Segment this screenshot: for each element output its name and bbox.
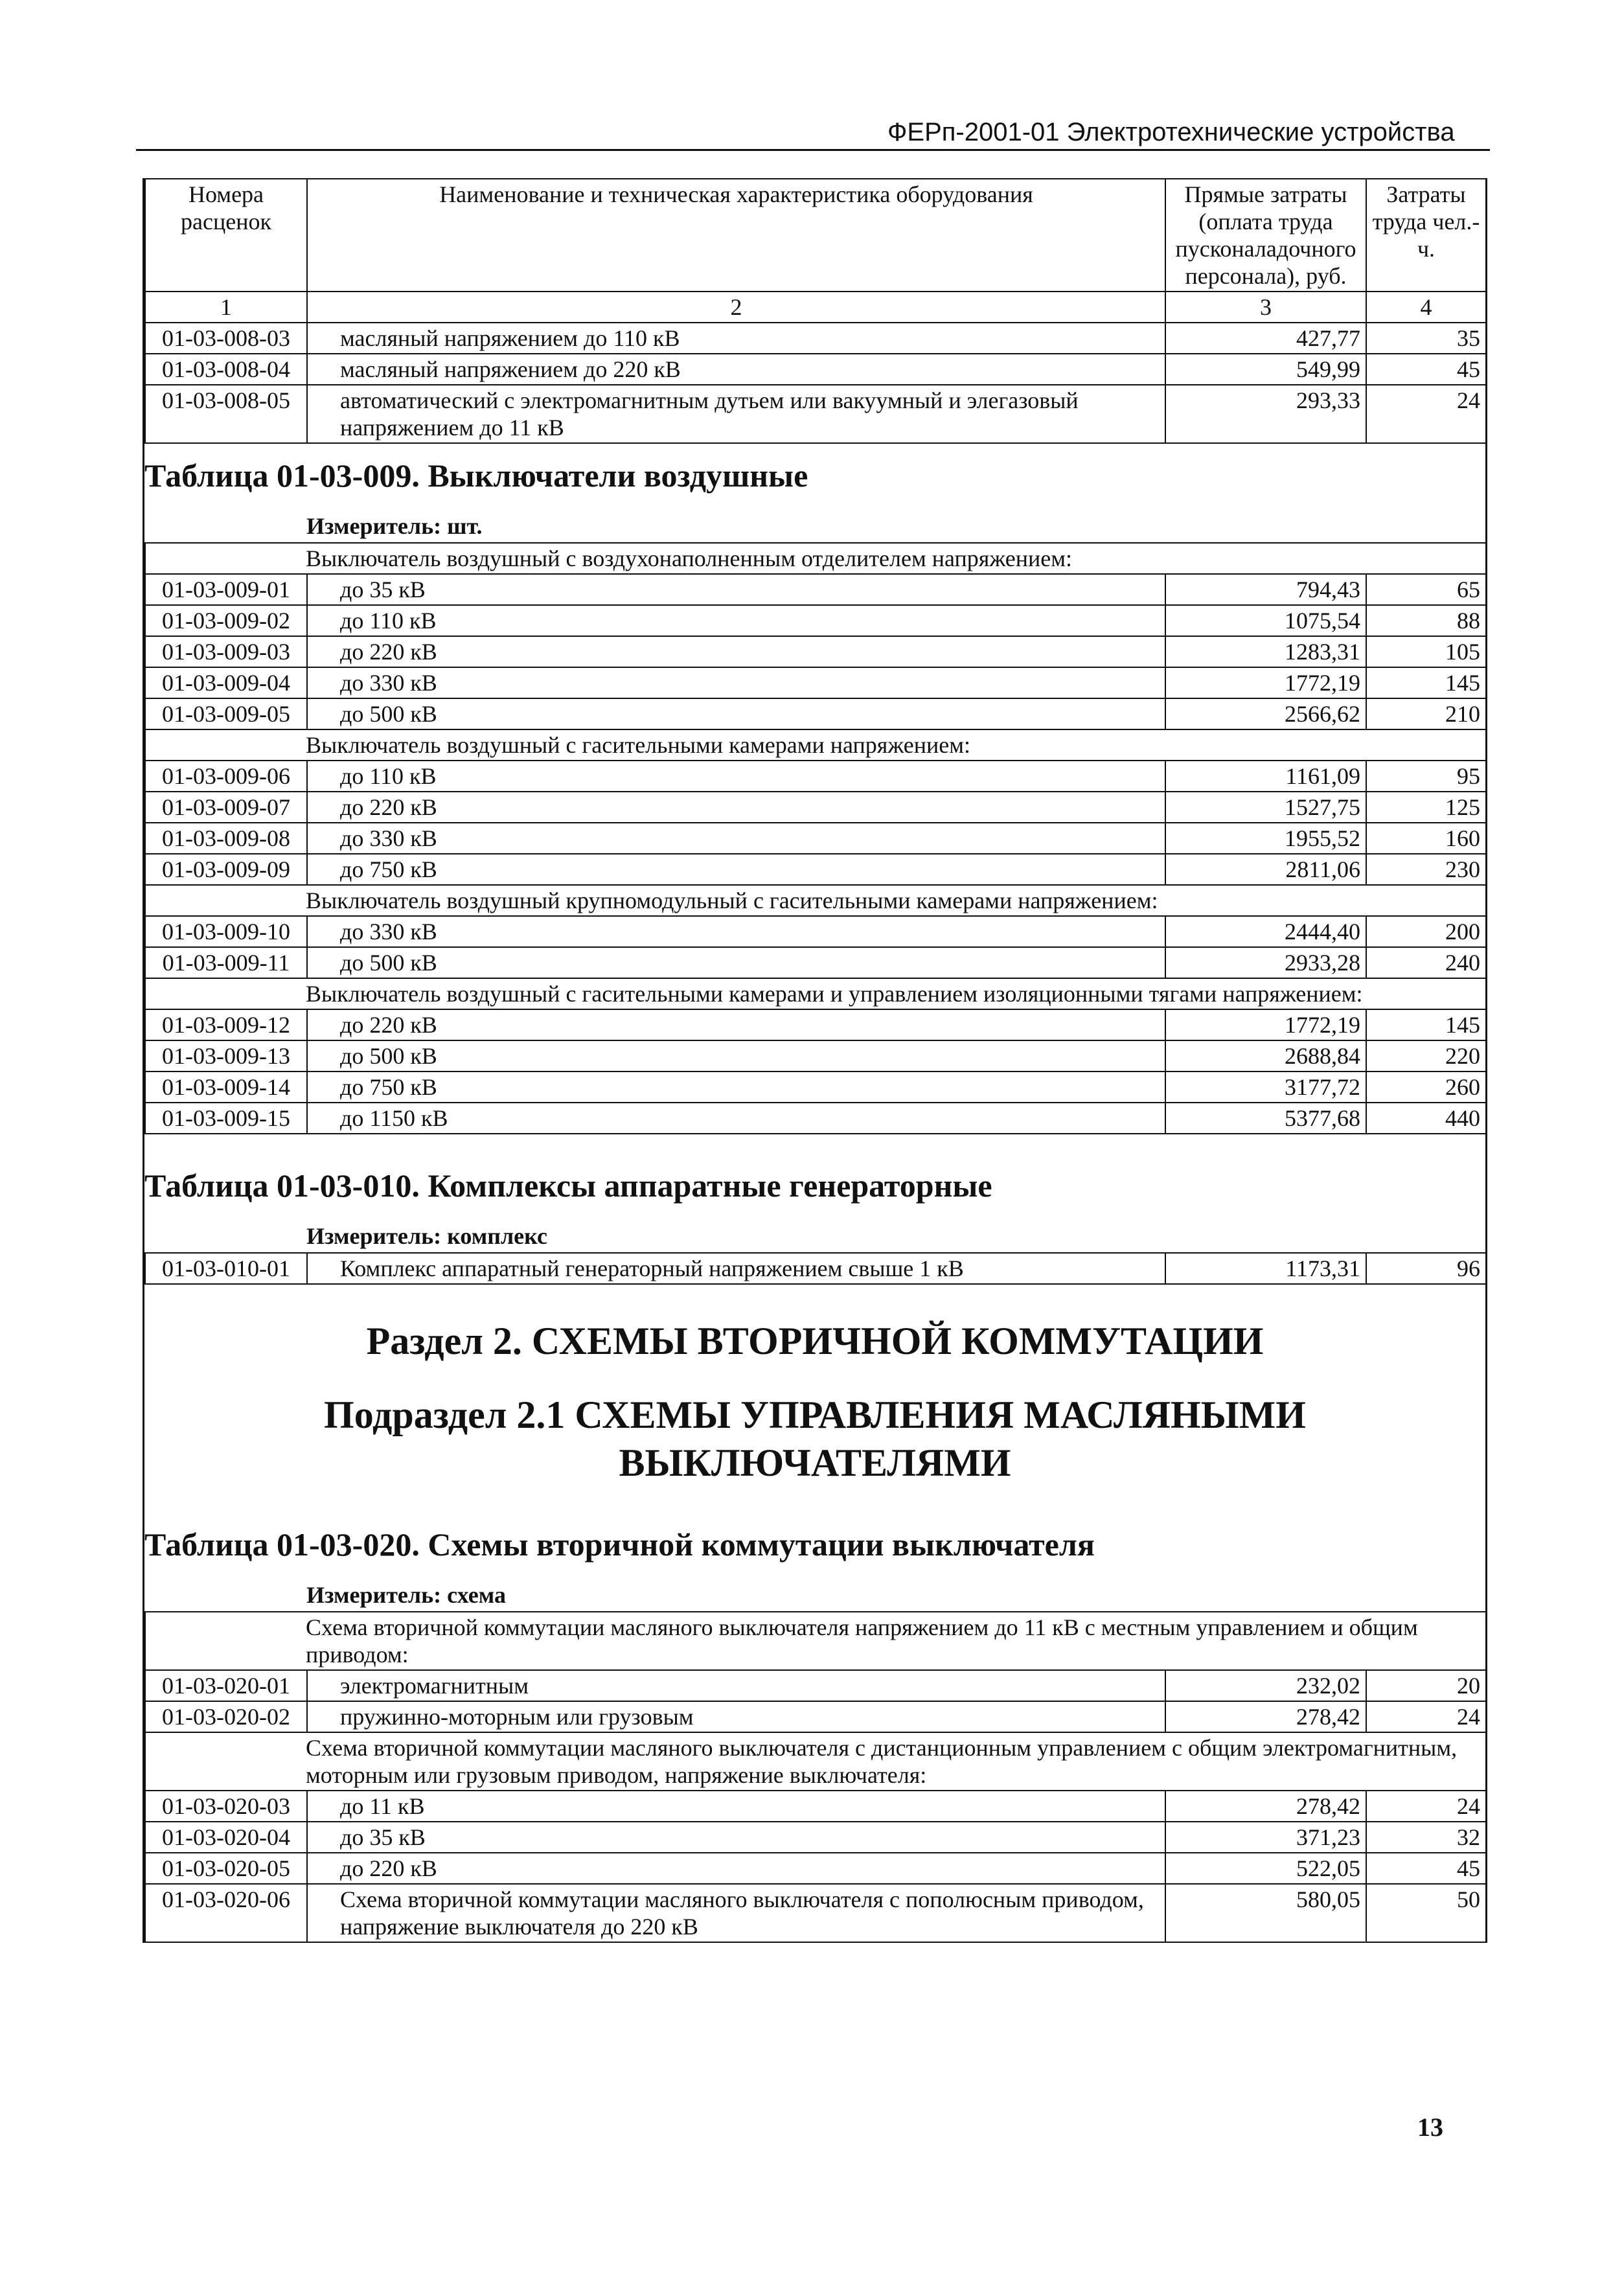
rate-name: до 750 кВ (307, 854, 1165, 885)
rate-name: до 35 кВ (307, 1822, 1165, 1853)
table-row (145, 1253, 1486, 1284)
rate-labor: 32 (1366, 1822, 1486, 1853)
group-row (145, 978, 1486, 1009)
rate-labor: 24 (1366, 1791, 1486, 1822)
rate-code: 01-03-009-01 (145, 574, 307, 605)
rate-labor: 125 (1366, 792, 1486, 823)
rate-code: 01-03-009-06 (145, 761, 307, 792)
rate-code: 01-03-009-11 (145, 947, 307, 978)
group-label: Выключатель воздушный крупномодульный с гасительными камерами напряжением: (145, 885, 1486, 916)
column-index-row (145, 292, 1486, 323)
group-020-1 (145, 1732, 1486, 1884)
table-row (145, 667, 1486, 698)
section-title: Раздел 2. СХЕМЫ ВТОРИЧНОЙ КОММУТАЦИИ (366, 1320, 1264, 1362)
subsection-title-line1: Подраздел 2.1 СХЕМЫ УПРАВЛЕНИЯ МАСЛЯНЫМИ (324, 1393, 1306, 1436)
table-header-row (145, 179, 1486, 292)
rate-name: до 220 кВ (307, 1853, 1165, 1884)
header-rule (136, 149, 1490, 151)
rate-labor: 260 (1366, 1072, 1486, 1103)
rate-labor: 210 (1366, 698, 1486, 729)
rate-cost: 2444,40 (1165, 916, 1366, 947)
rate-cost: 3177,72 (1165, 1072, 1366, 1103)
rate-cost: 2566,62 (1165, 698, 1366, 729)
col-index: 2 (307, 292, 1165, 323)
rate-name: до 110 кВ (307, 605, 1165, 636)
table-row (145, 761, 1486, 792)
rate-code: 01-03-009-05 (145, 698, 307, 729)
rate-labor: 45 (1366, 354, 1486, 385)
rate-labor: 160 (1366, 823, 1486, 854)
table-row (145, 605, 1486, 636)
rate-code: 01-03-009-10 (145, 916, 307, 947)
rate-code: 01-03-009-14 (145, 1072, 307, 1103)
rate-name: до 110 кВ (307, 761, 1165, 792)
rate-cost: 522,05 (1165, 1853, 1366, 1884)
rate-name: до 750 кВ (307, 1072, 1165, 1103)
group-row (145, 729, 1486, 761)
rate-labor: 440 (1366, 1103, 1486, 1134)
rate-labor: 230 (1366, 854, 1486, 885)
table-row (145, 916, 1486, 947)
rate-name: до 220 кВ (307, 636, 1165, 667)
rate-code: 01-03-009-12 (145, 1009, 307, 1040)
col-header-code: Номера расценок (145, 179, 307, 292)
col-index: 1 (145, 292, 307, 323)
rate-name: до 220 кВ (307, 792, 1165, 823)
rate-name: до 1150 кВ (307, 1103, 1165, 1134)
group-row (145, 1612, 1486, 1670)
rate-cost: 1527,75 (1165, 792, 1366, 823)
rate-code: 01-03-009-03 (145, 636, 307, 667)
rate-labor: 200 (1366, 916, 1486, 947)
rate-code: 01-03-010-01 (145, 1253, 307, 1284)
rate-code: 01-03-008-04 (145, 354, 307, 385)
rate-code: 01-03-009-08 (145, 823, 307, 854)
measure-009: Измеритель: шт. (306, 513, 483, 539)
rate-labor: 20 (1366, 1670, 1486, 1701)
group-label: Выключатель воздушный с гасительными камерами напряжением: (145, 729, 1486, 761)
rate-name: Комплекс аппаратный генераторный напряжением свыше 1 кВ (307, 1253, 1165, 1284)
rate-code: 01-03-009-09 (145, 854, 307, 885)
page-number: 13 (1417, 2113, 1443, 2142)
document-frame (143, 178, 1487, 1943)
table-row (145, 698, 1486, 729)
rate-labor: 35 (1366, 323, 1486, 354)
rate-labor: 24 (1366, 1701, 1486, 1732)
table-row (145, 792, 1486, 823)
rate-name: до 11 кВ (307, 1791, 1165, 1822)
table-row (145, 1040, 1486, 1072)
group-009-1 (145, 729, 1486, 885)
rate-name: до 500 кВ (307, 947, 1165, 978)
table-row (145, 854, 1486, 885)
rate-cost: 2933,28 (1165, 947, 1366, 978)
table-row (145, 1072, 1486, 1103)
table-title-010: Таблица 01-03-010. Комплексы аппаратные генераторные (144, 1167, 992, 1204)
rate-cost: 427,77 (1165, 323, 1366, 354)
table-row (145, 1670, 1486, 1701)
rate-name: до 500 кВ (307, 698, 1165, 729)
rate-code: 01-03-009-15 (145, 1103, 307, 1134)
table-row (145, 1853, 1486, 1884)
group-label: Схема вторичной коммутации масляного выключателя с дистанционным управлением с общим электромагнитным, моторным или грузовым приводом, напряжение выключателя: (145, 1732, 1486, 1791)
rate-labor: 95 (1366, 761, 1486, 792)
rate-cost: 1161,09 (1165, 761, 1366, 792)
table-row (145, 947, 1486, 978)
table-row (145, 823, 1486, 854)
col-header-labor: Затраты труда чел.-ч. (1366, 179, 1486, 292)
rate-code: 01-03-020-01 (145, 1670, 307, 1701)
table-row (145, 1701, 1486, 1732)
table-row (145, 1791, 1486, 1822)
rate-name: масляный напряжением до 220 кВ (307, 354, 1165, 385)
rate-cost: 1283,31 (1165, 636, 1366, 667)
table-row (145, 1103, 1486, 1134)
col-index: 3 (1165, 292, 1366, 323)
table-row (145, 1884, 1486, 1942)
rate-name: пружинно-моторным или грузовым (307, 1701, 1165, 1732)
rate-name: до 220 кВ (307, 1009, 1165, 1040)
rate-code: 01-03-020-06 (145, 1884, 307, 1942)
rate-code: 01-03-020-05 (145, 1853, 307, 1884)
group-009-0 (145, 543, 1486, 729)
table-row (145, 354, 1486, 385)
rate-name: до 35 кВ (307, 574, 1165, 605)
table-row (145, 323, 1486, 354)
rate-cost: 1955,52 (1165, 823, 1366, 854)
rate-cost: 232,02 (1165, 1670, 1366, 1701)
group-row (145, 543, 1486, 574)
rate-name: масляный напряжением до 110 кВ (307, 323, 1165, 354)
rate-name: автоматический с электромагнитным дутьем или вакуумный и элегазовый напряжением до 11 кВ (307, 385, 1165, 443)
table-010 (144, 1252, 1487, 1285)
rate-name: до 330 кВ (307, 916, 1165, 947)
rate-code: 01-03-009-02 (145, 605, 307, 636)
table-row (145, 574, 1486, 605)
rate-labor: 24 (1366, 385, 1486, 443)
group-009-2 (145, 885, 1486, 978)
table-009 (144, 542, 1487, 1134)
subsection-title-line2: ВЫКЛЮЧАТЕЛЯМИ (619, 1441, 1011, 1484)
table-title-020: Таблица 01-03-020. Схемы вторичной коммутации выключателя (144, 1526, 1095, 1563)
rate-cost: 5377,68 (1165, 1103, 1366, 1134)
rate-labor: 145 (1366, 1009, 1486, 1040)
rate-labor: 65 (1366, 574, 1486, 605)
rate-labor: 88 (1366, 605, 1486, 636)
rate-name: электромагнитным (307, 1670, 1165, 1701)
rate-cost: 794,43 (1165, 574, 1366, 605)
rate-labor: 240 (1366, 947, 1486, 978)
rate-cost: 371,23 (1165, 1822, 1366, 1853)
rate-code: 01-03-020-03 (145, 1791, 307, 1822)
rate-code: 01-03-008-05 (145, 385, 307, 443)
table-row (145, 385, 1486, 443)
group-009-3 (145, 978, 1486, 1134)
rate-labor: 145 (1366, 667, 1486, 698)
rate-code: 01-03-009-04 (145, 667, 307, 698)
rate-labor: 105 (1366, 636, 1486, 667)
table-row (145, 1009, 1486, 1040)
rate-name: до 500 кВ (307, 1040, 1165, 1072)
rate-labor: 50 (1366, 1884, 1486, 1942)
rate-cost: 2688,84 (1165, 1040, 1366, 1072)
col-header-name: Наименование и техническая характеристика оборудования (307, 179, 1165, 292)
group-label: Выключатель воздушный с воздухонаполненным отделителем напряжением: (145, 543, 1486, 574)
col-index: 4 (1366, 292, 1486, 323)
rate-cost: 293,33 (1165, 385, 1366, 443)
group-row (145, 885, 1486, 916)
group-020-0 (145, 1612, 1486, 1732)
rate-cost: 278,42 (1165, 1791, 1366, 1822)
measure-010: Измеритель: комплекс (306, 1223, 547, 1249)
rate-labor: 45 (1366, 1853, 1486, 1884)
rate-cost: 278,42 (1165, 1701, 1366, 1732)
rate-cost: 549,99 (1165, 354, 1366, 385)
table-row (145, 1822, 1486, 1853)
rate-cost: 1772,19 (1165, 1009, 1366, 1040)
rate-cost: 1772,19 (1165, 667, 1366, 698)
rate-code: 01-03-009-13 (145, 1040, 307, 1072)
rate-labor: 96 (1366, 1253, 1486, 1284)
rate-code: 01-03-020-02 (145, 1701, 307, 1732)
table-row (145, 636, 1486, 667)
group-row (145, 1732, 1486, 1791)
rate-code: 01-03-020-04 (145, 1822, 307, 1853)
col-header-cost: Прямые затраты (оплата труда пусконаладочного персонала), руб. (1165, 179, 1366, 292)
group-label: Схема вторичной коммутации масляного выключателя напряжением до 11 кВ с местным управлением и общим приводом: (145, 1612, 1486, 1670)
page-header: ФЕРп-2001-01 Электротехнические устройства (887, 118, 1455, 146)
rate-code: 01-03-009-07 (145, 792, 307, 823)
rate-cost: 580,05 (1165, 1884, 1366, 1942)
measure-020: Измеритель: схема (306, 1582, 506, 1608)
rate-name: до 330 кВ (307, 667, 1165, 698)
rate-name: Схема вторичной коммутации масляного выключателя с пополюсным приводом, напряжение выключателя до 220 кВ (307, 1884, 1165, 1942)
rate-labor: 220 (1366, 1040, 1486, 1072)
group-label: Выключатель воздушный с гасительными камерами и управлением изоляционными тягами напряжением: (145, 978, 1486, 1009)
rates-table (144, 178, 1487, 444)
rate-name: до 330 кВ (307, 823, 1165, 854)
rate-cost: 1173,31 (1165, 1253, 1366, 1284)
rate-cost: 2811,06 (1165, 854, 1366, 885)
rate-code: 01-03-008-03 (145, 323, 307, 354)
table-020 (144, 1611, 1487, 1943)
rate-cost: 1075,54 (1165, 605, 1366, 636)
table-title-009: Таблица 01-03-009. Выключатели воздушные (144, 457, 808, 494)
